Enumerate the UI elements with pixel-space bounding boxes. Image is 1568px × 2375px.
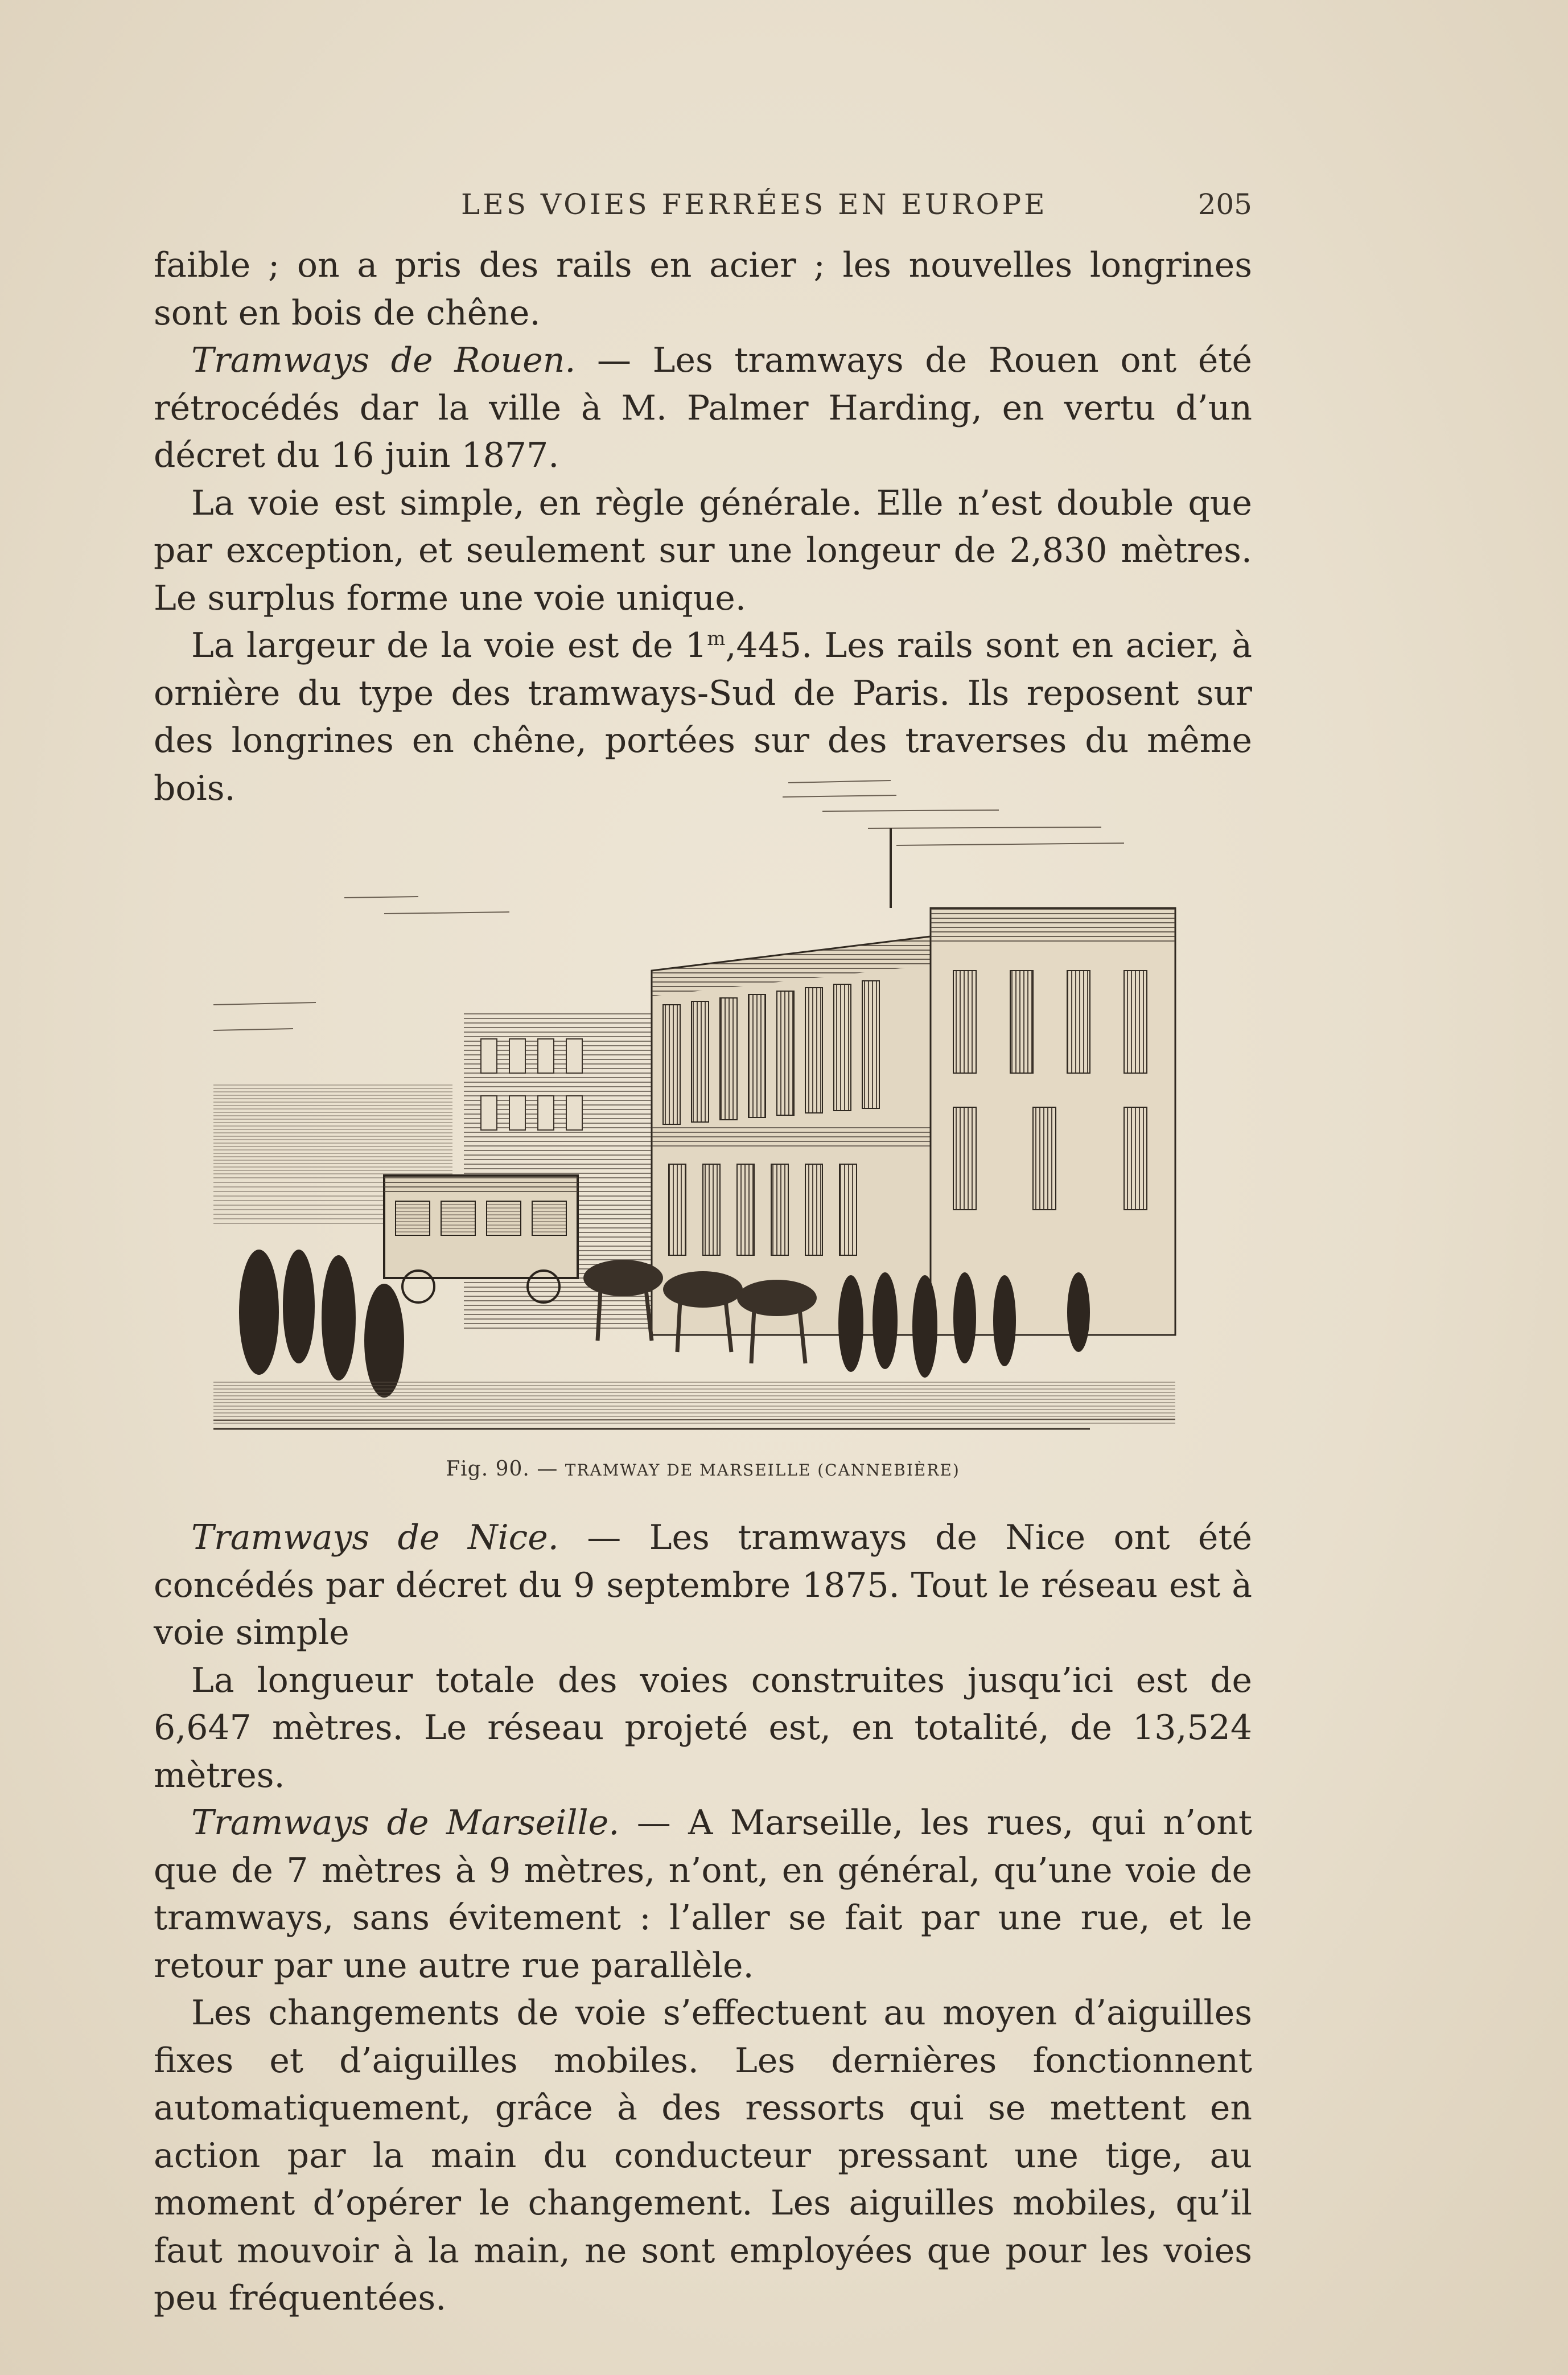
paragraph-text: La largeur de la voie est de 1	[191, 626, 707, 665]
paragraph-voie-simple	[154, 480, 1252, 623]
paragraph-text: — A Marseille, les rues, qui n’ont que de 7 mètres à 9 mètres, n’ont, en général, qu’une voie de tramways, sans évitement : l’aller se fait par une rue, et le retour par une autre rue parallèle.	[154, 1803, 1252, 1986]
paragraph-text: faible ; on a pris des rails en acier ; les nouvelles longrines sont en bois de chêne.	[154, 245, 1252, 333]
paragraph-text: — Les tramways de Nice ont été concédés par décret du 9 septembre 1875. Tout le réseau est à voie simple	[154, 1518, 1252, 1653]
figure-caption: Fig. 90. — TRAMWAY DE MARSEILLE (CANNEBIÈRE)	[446, 1457, 960, 1481]
bottom-text-block	[154, 1514, 1252, 2323]
section-heading-rouen: Tramways de Rouen.	[191, 340, 576, 380]
paragraph-longueur	[154, 1657, 1252, 1800]
figure-label: Fig. 90.	[446, 1457, 530, 1481]
paragraph-continuation	[154, 242, 1252, 337]
paragraph-nice	[154, 1514, 1252, 1657]
page-header	[154, 188, 1252, 222]
figure-title: TRAMWAY DE MARSEILLE (CANNEBIÈRE)	[565, 1461, 960, 1480]
paragraph-changements	[154, 1990, 1252, 2323]
engraving-figure	[213, 766, 1187, 1435]
section-heading-nice: Tramways de Nice.	[191, 1518, 559, 1558]
paragraph-text: ,445. Les rails sont en acier, à ornière du type des tramways-Sud de Paris. Ils reposent sur des longrines en chêne, portées sur des traverses du même bois.	[154, 626, 1252, 808]
paragraph-text: Les changements de voie s’effectuent au moyen d’aiguilles fixes et d’aiguilles mobiles. Les dernières fonctionnent automatiquement, grâce à des ressorts qui se mettent en action par la main du conducteur pressant une tige, au moment d’opérer le changement. Les aiguilles mobiles, qu’il faut mouvoir à la main, ne sont employées que pour les voies peu fréquentées.	[154, 1993, 1252, 2318]
unit-superscript: m	[707, 627, 726, 650]
paragraph-text: La voie est simple, en règle générale. Elle n’est double que par exception, et seulement sur une longeur de 2,830 mètres. Le surplus forme une voie unique.	[154, 483, 1252, 618]
running-title: LES VOIES FERRÉES EN EUROPE	[461, 188, 1048, 221]
paragraph-rouen	[154, 337, 1252, 480]
paragraph-text: La longueur totale des voies construites jusqu’ici est de 6,647 mètres. Le réseau projeté est, en totalité, de 13,524 mètres.	[154, 1660, 1252, 1795]
top-text-block	[154, 242, 1252, 812]
tramway-engraving	[213, 766, 1187, 1435]
paragraph-marseille	[154, 1799, 1252, 1990]
paragraph-text: — Les tramways de Rouen ont été rétrocédés dar la ville à M. Palmer Harding, en vertu d’un décret du 16 juin 1877.	[154, 340, 1252, 475]
page-number: 205	[1197, 188, 1252, 221]
section-heading-marseille: Tramways de Marseille.	[191, 1803, 620, 1843]
